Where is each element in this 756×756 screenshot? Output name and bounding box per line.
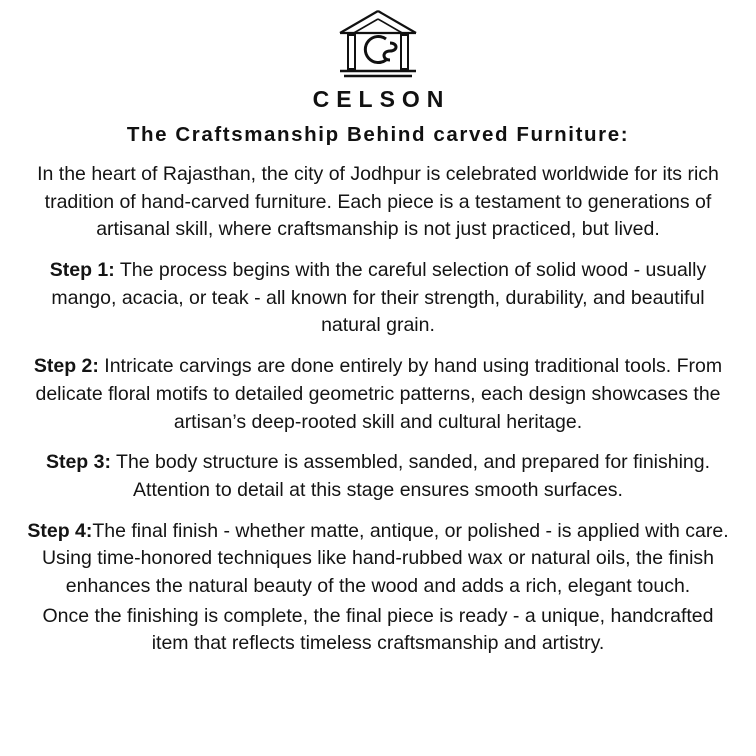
step-4-paragraph <box>21 518 735 601</box>
house-temple-c-monogram-icon <box>330 8 426 82</box>
step-1-paragraph <box>28 257 728 340</box>
step-2-paragraph <box>12 353 744 436</box>
step-2-text: Intricate carvings are done entirely by hand using traditional tools. From delicate floral motifs to detailed geometric patterns, each design showcases the artisan’s deep-rooted skill and cultural heritage. <box>35 355 723 433</box>
step-3-paragraph <box>25 449 731 504</box>
page-title: The Craftsmanship Behind carved Furniture: <box>126 123 630 146</box>
step-4-text: The final finish - whether matte, antique, or polished - is applied with care. Using time-honored techniques like hand-rubbed wax or natural oils, the finish enhances the natural beauty of the wood and adds a rich, elegant touch. <box>41 519 729 597</box>
brand-name: CELSON <box>312 86 451 112</box>
closing-paragraph: Once the finishing is complete, the final piece is ready - a unique, handcrafted item that reflects timeless craftsmanship and artistry. <box>42 604 714 655</box>
step-2-label: Step 2: <box>33 355 99 378</box>
step-3-text: The body structure is assembled, sanded, and prepared for finishing. Attention to detail at this stage ensures smooth surfaces. <box>110 451 711 501</box>
step-4-label: Step 4: <box>27 519 93 542</box>
brand-logo <box>330 8 426 84</box>
step-1-text: The process begins with the careful selection of solid wood - usually mango, acacia, or teak - all known for their strength, durability, and beautiful natural grain. <box>51 259 707 337</box>
step-1-label: Step 1: <box>49 259 115 282</box>
step-3-label: Step 3: <box>45 451 111 474</box>
intro-paragraph: In the heart of Rajasthan, the city of Jodhpur is celebrated worldwide for its rich tradition of hand-carved furniture. Each piece is a testament to generations of artisanal skill, where craftsmanship is not just practiced, but lived. <box>37 163 719 241</box>
